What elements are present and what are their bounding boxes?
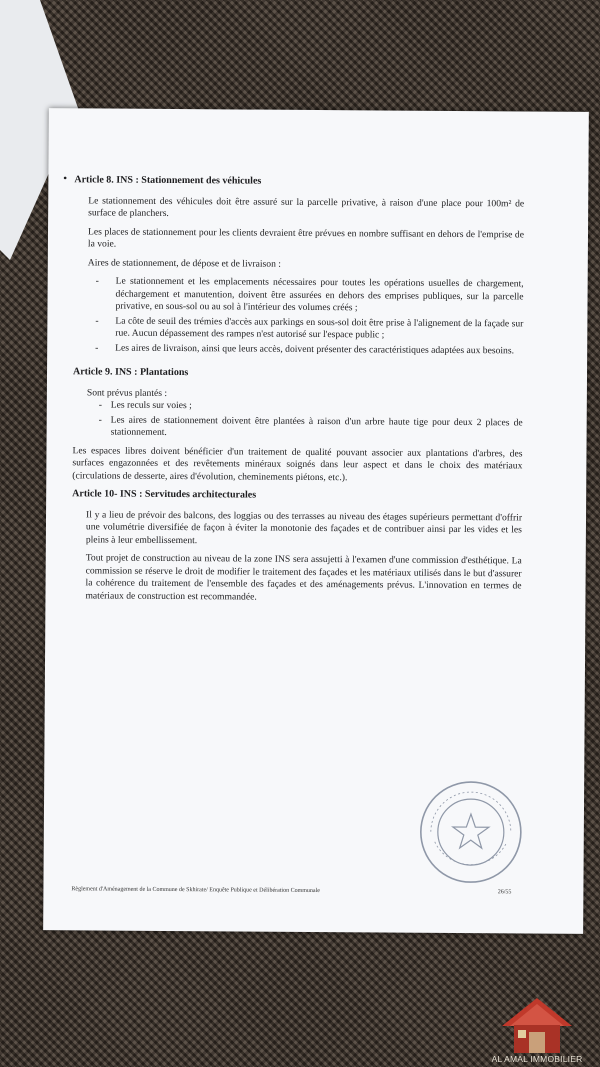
list-item: - Les reculs sur voies ; xyxy=(97,399,523,414)
official-stamp-icon xyxy=(416,778,525,887)
watermark-text: AL AMAL IMMOBILIER xyxy=(491,1054,583,1064)
document-page xyxy=(43,108,589,934)
article-9-heading: Article 9. INS : Plantations xyxy=(72,366,189,379)
article-8-paragraph: Les places de stationnement pour les clients devraient être prévues en nombre suffisant en dehors de l'emprise de la voie. xyxy=(87,225,525,250)
article-8-paragraph: Le stationnement des véhicules doit être assuré sur la parcelle privative, à raison d'une place pour 100m² de surface de planchers. xyxy=(88,194,525,219)
document-content xyxy=(63,173,525,611)
house-logo-icon xyxy=(474,990,600,1056)
page-number: 26/55 xyxy=(497,889,512,896)
list-item: - Les aires de livraison, ainsi que leurs accès, doivent présenter des caractéristiques adaptées aux besoins. xyxy=(87,342,523,358)
list-item: - La côte de seuil des trémies d'accès aux parkings en sous-sol doit être prise à l'alignement de la façade sur rue. Aucun dépassement des rampes n'est autorisé sur l'espace public ; xyxy=(87,315,523,343)
article-9-paragraph: Les espaces libres doivent bénéficier d'un traitement de qualité pouvant associer aux plantations d'arbres, des surfaces engazonnées et des revêtements minéraux soignés dans leur aspect et dans le choix des matériaux (circulations de desserte, aires d'évolution, cheminements piétons, etc.). xyxy=(72,444,523,483)
bullet-dot-icon: • xyxy=(63,173,67,185)
list-item: - Le stationnement et les emplacements nécessaires pour toutes les opérations usuelles de chargement, déchargement et manutention, doivent être assurées en dehors des emprises publiques, sur la parcelle privative, en sous-sol ou au sol à l'intérieur des volumes créés ; xyxy=(87,275,523,316)
list-item: - Les aires de stationnement doivent être plantées à raison d'un arbre haute tige pour deux 2 places de stationnement. xyxy=(97,414,523,442)
article-8-heading xyxy=(63,173,524,190)
article-10-heading: Article 10- INS : Servitudes architecturales xyxy=(72,488,257,501)
article-8-paragraph: Aires de stationnement, de dépose et de livraison : xyxy=(87,256,281,270)
article-8-title: Article 8. INS : Stationnement des véhicules xyxy=(74,174,262,187)
article-9-list xyxy=(97,399,523,441)
article-10-paragraph: Tout projet de construction au niveau de la zone INS sera assujetti à l'examen d'une commission d'esthétique. La commission se réserve le droit de modifier le traitement des façades et les matériaux utilisés dans le but d'assurer la cohérence du traitement de l'ensemble des façades et des aménagements prévus. L'innovation en termes de matériaux de construction est recommandée. xyxy=(85,552,522,603)
footer-text: Règlement d'Aménagement de la Commune de Skhirate/ Enquête Publique et Délibération Communale xyxy=(71,886,320,895)
page-footer xyxy=(71,886,511,895)
article-9-intro: Sont prévus plantés : xyxy=(86,386,168,399)
watermark-logo xyxy=(474,990,600,1067)
article-10-paragraph: Il y a lieu de prévoir des balcons, des loggias ou des terrasses au niveau des étages supérieurs permettant d'offrir une volumétrie diversifiée de façon à éviter la monotonie des façades et de contribuer ainsi par les vides et les pleins à leur embellissement. xyxy=(85,508,523,546)
article-8-list xyxy=(87,275,524,357)
